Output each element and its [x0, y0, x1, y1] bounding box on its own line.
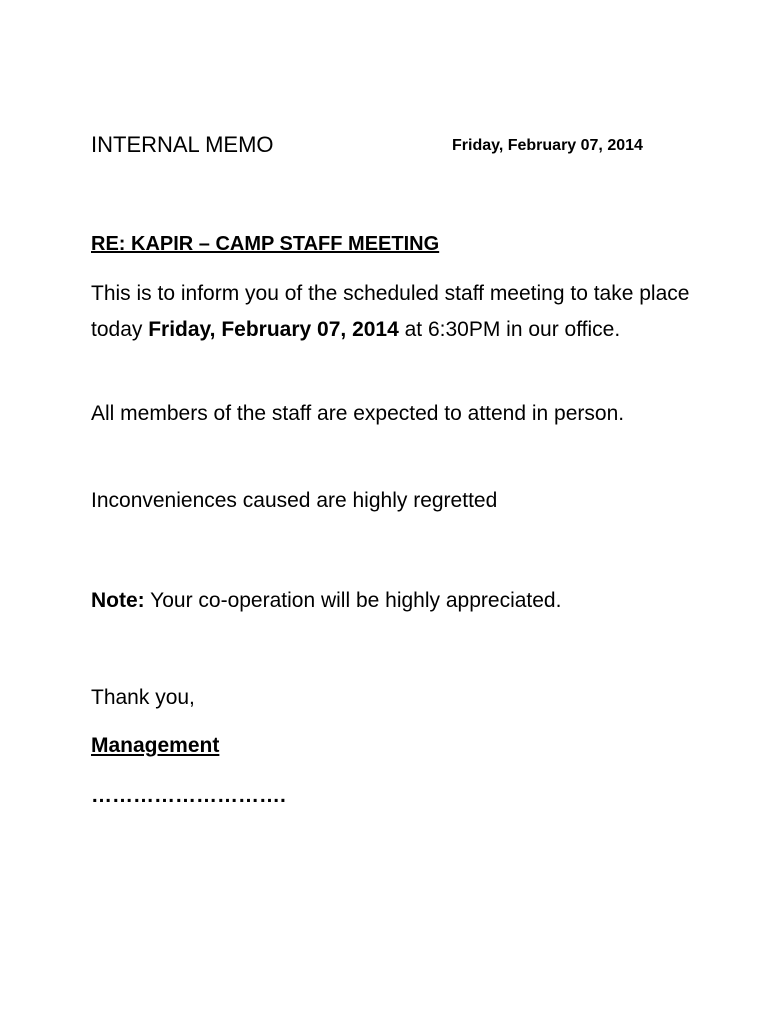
signature-line: ……………………….: [91, 784, 286, 807]
note-line: [91, 583, 561, 619]
paragraph-meeting-text-start: This is to inform you of the scheduled staff meeting to take place today: [91, 282, 690, 341]
paragraph-meeting-text-end: at 6:30PM in our office.: [398, 318, 621, 341]
signoff-management: Management: [91, 734, 220, 757]
closing-line: Thank you,: [91, 686, 195, 709]
memo-heading: INTERNAL MEMO: [91, 132, 274, 157]
note-label: Note:: [91, 589, 145, 612]
note-text: Your co-operation will be highly appreciated.: [144, 589, 562, 612]
memo-date: Friday, February 07, 2014: [452, 137, 643, 154]
paragraph-meeting-date: Friday, February 07, 2014: [148, 318, 399, 341]
paragraph-attendance: All members of the staff are expected to attend in person.: [91, 402, 625, 425]
paragraph-meeting-info: [91, 276, 691, 348]
paragraph-regret: Inconveniences caused are highly regretted: [91, 489, 498, 512]
memo-subject: RE: KAPIR – CAMP STAFF MEETING: [91, 233, 440, 255]
